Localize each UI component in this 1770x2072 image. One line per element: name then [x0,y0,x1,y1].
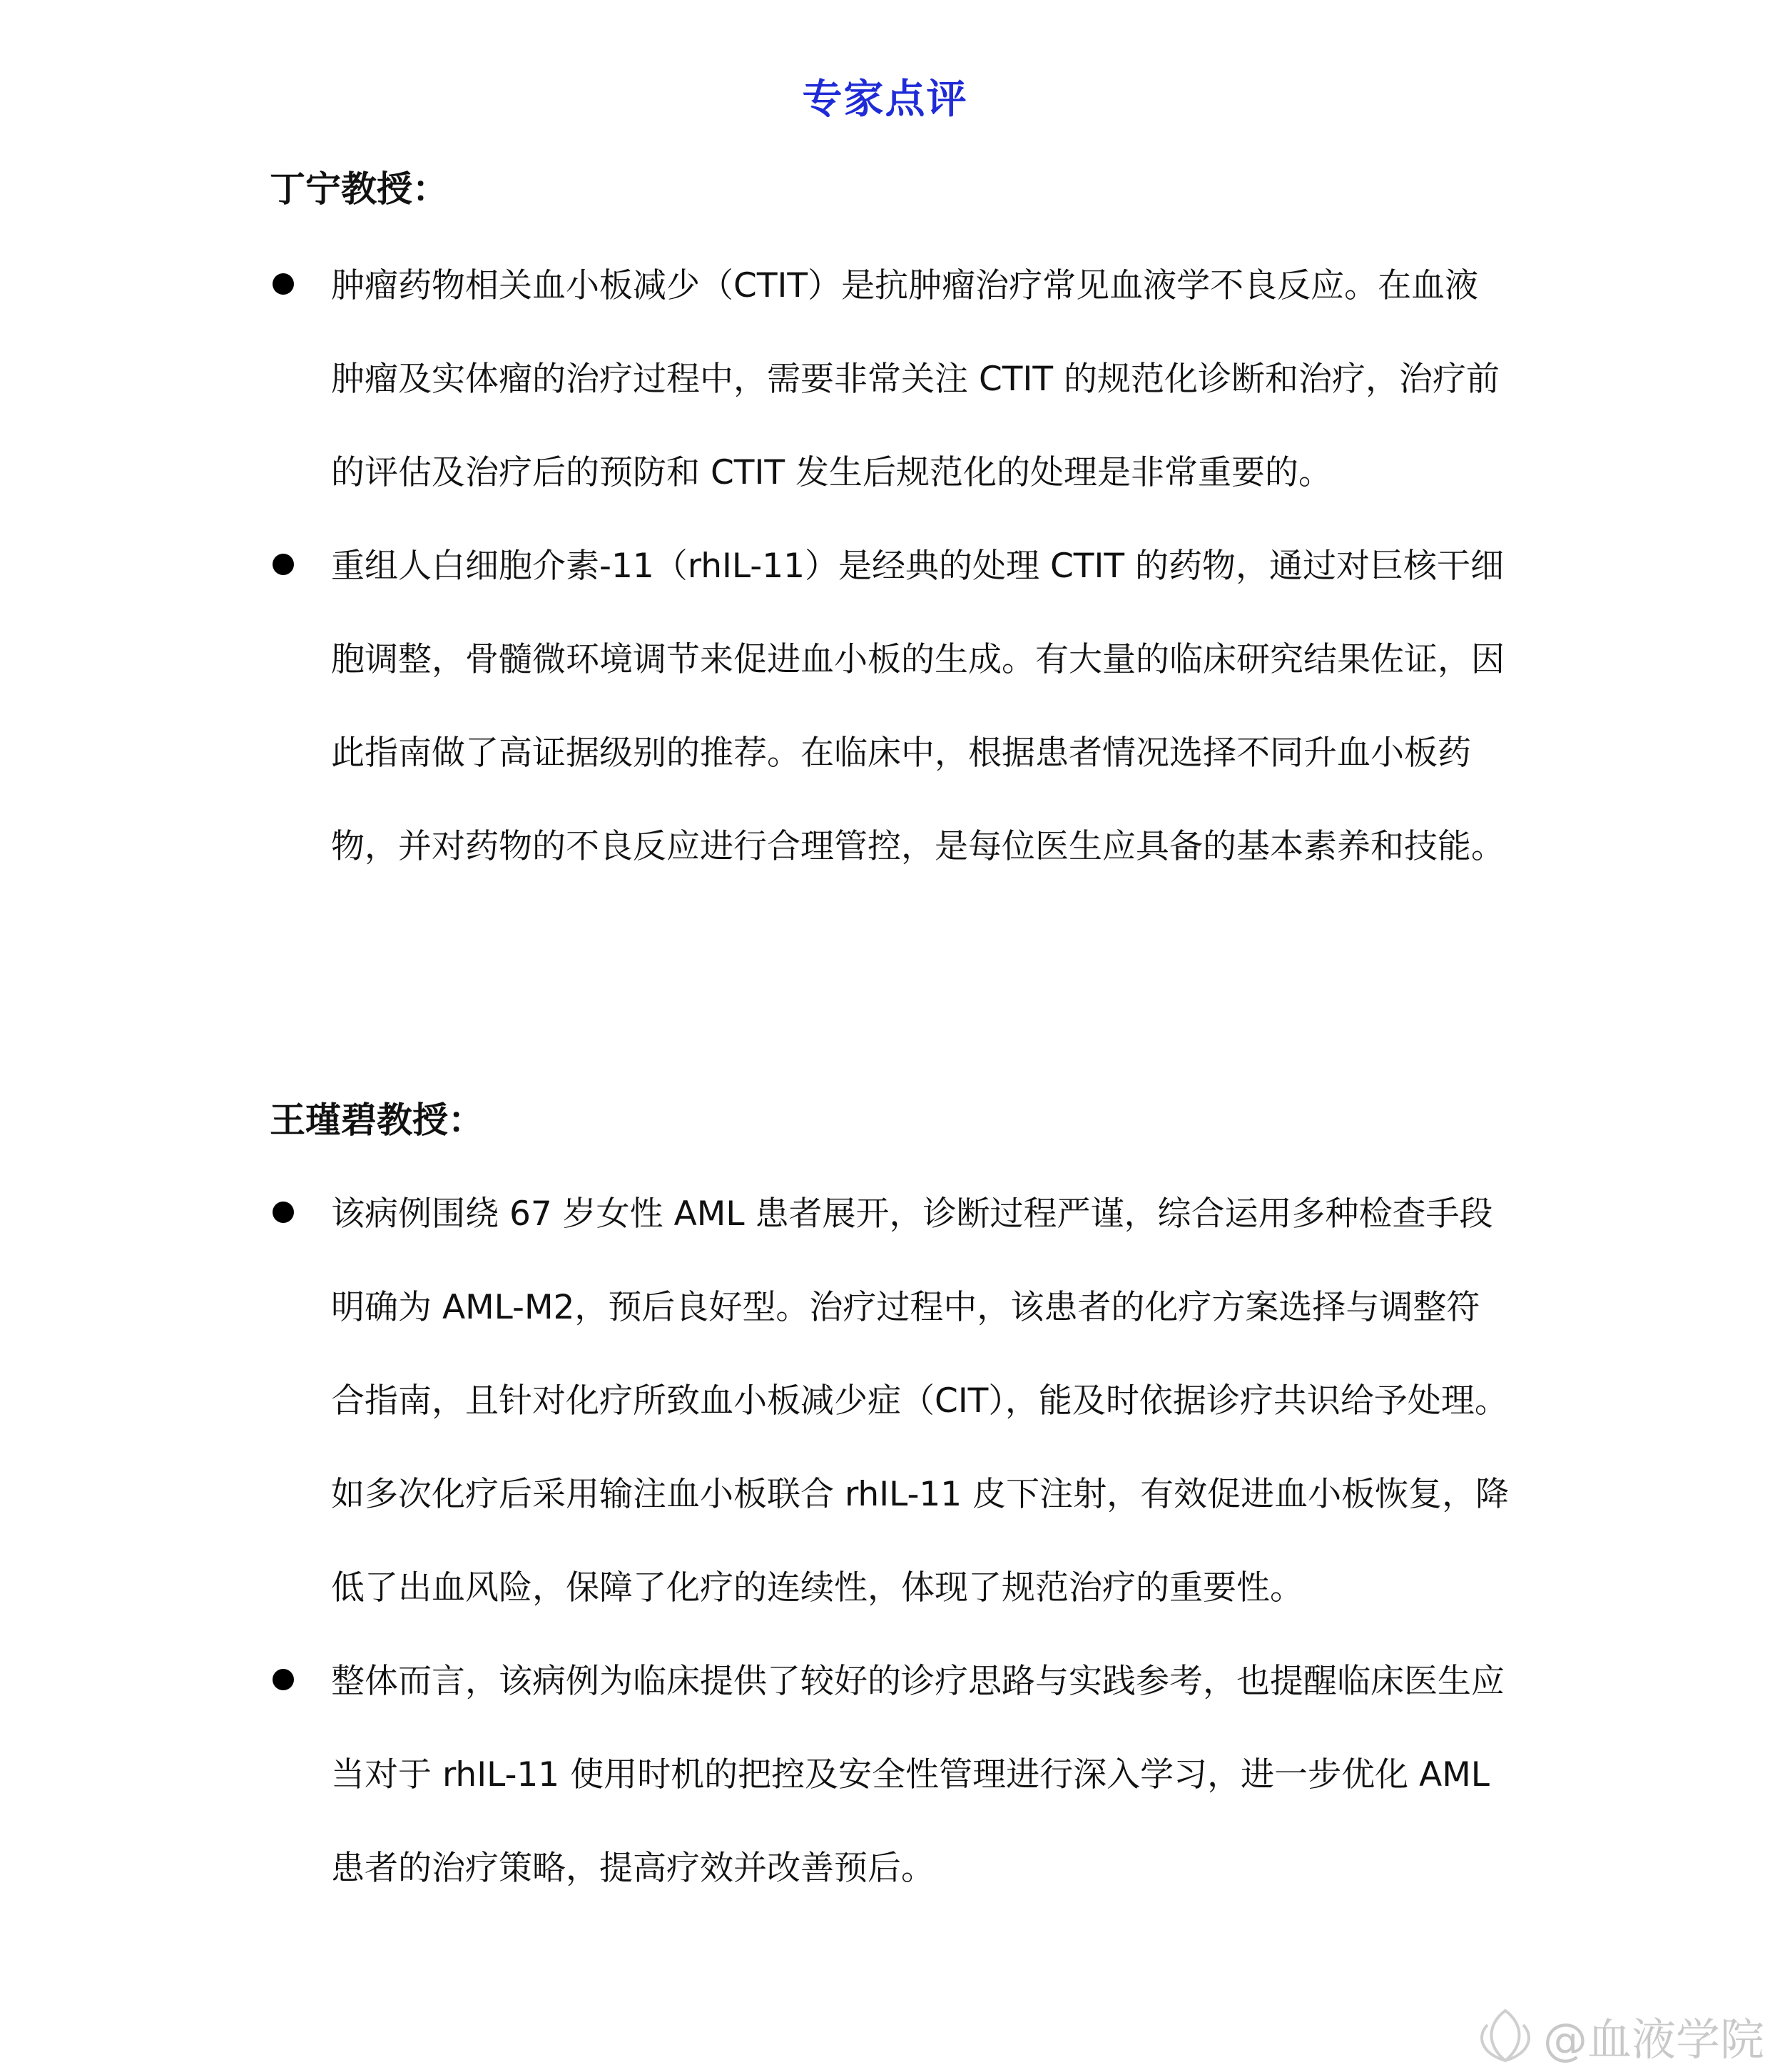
list-item [270,1635,1511,1915]
bullet-dot-icon [273,1202,294,1223]
section-heading-ding-ning: 丁宁教授： [270,168,448,210]
bullet-list-ding-ning [270,239,1511,893]
bullet-text: 该病例围绕 67 岁女性 AML 患者展开，诊断过程严谨，综合运用多种检查手段明确为 AML-M2，预后良好型。治疗过程中，该患者的化疗方案选择与调整符合指南，且针对化疗所致血小板减少症（CIT），能及时依据诊疗共识给予处理。如多次化疗后采用输注血小板联合 rhIL-11 皮下注射，有效促进血小板恢复，降低了出血风险，保障了化疗的连续性，体现了规范治疗的重要性。 [331,1194,1510,1608]
bullet-text: 整体而言，该病例为临床提供了较好的诊疗思路与实践参考，也提醒临床医生应当对于 rhIL-11 使用时机的把控及安全性管理进行深入学习，进一步优化 AML 患者的治疗策略，提高疗效并改善预后。 [331,1662,1505,1888]
bullet-list-wang-jinbi [270,1167,1511,1915]
watermark [1473,2004,1764,2068]
bullet-dot-icon [273,554,294,575]
list-item [270,239,1511,519]
list-item [270,1167,1511,1635]
bullet-text: 重组人白细胞介素-11（rhIL-11）是经典的处理 CTIT 的药物，通过对巨核干细胞调整，骨髓微环境调节来促进血小板的生成。有大量的临床研究结果佐证，因此指南做了高证据级别的推荐。在临床中，根据患者情况选择不同升血小板药物，并对药物的不良反应进行合理管控，是每位医生应具备的基本素养和技能。 [331,547,1505,866]
watermark-text: @血液学院 [1542,2013,1764,2066]
bullet-text: 肿瘤药物相关血小板减少（CTIT）是抗肿瘤治疗常见血液学不良反应。在血液肿瘤及实体瘤的治疗过程中，需要非常关注 CTIT 的规范化诊断和治疗，治疗前的评估及治疗后的预防和 CTIT 发生后规范化的处理是非常重要的。 [331,266,1500,492]
leaf-logo-icon [1473,2004,1537,2068]
page-title: 专家点评 [802,76,968,123]
section-heading-wang-jinbi: 王瑾碧教授： [270,1100,484,1141]
list-item [270,519,1511,893]
bullet-dot-icon [273,1669,294,1690]
bullet-dot-icon [273,273,294,295]
